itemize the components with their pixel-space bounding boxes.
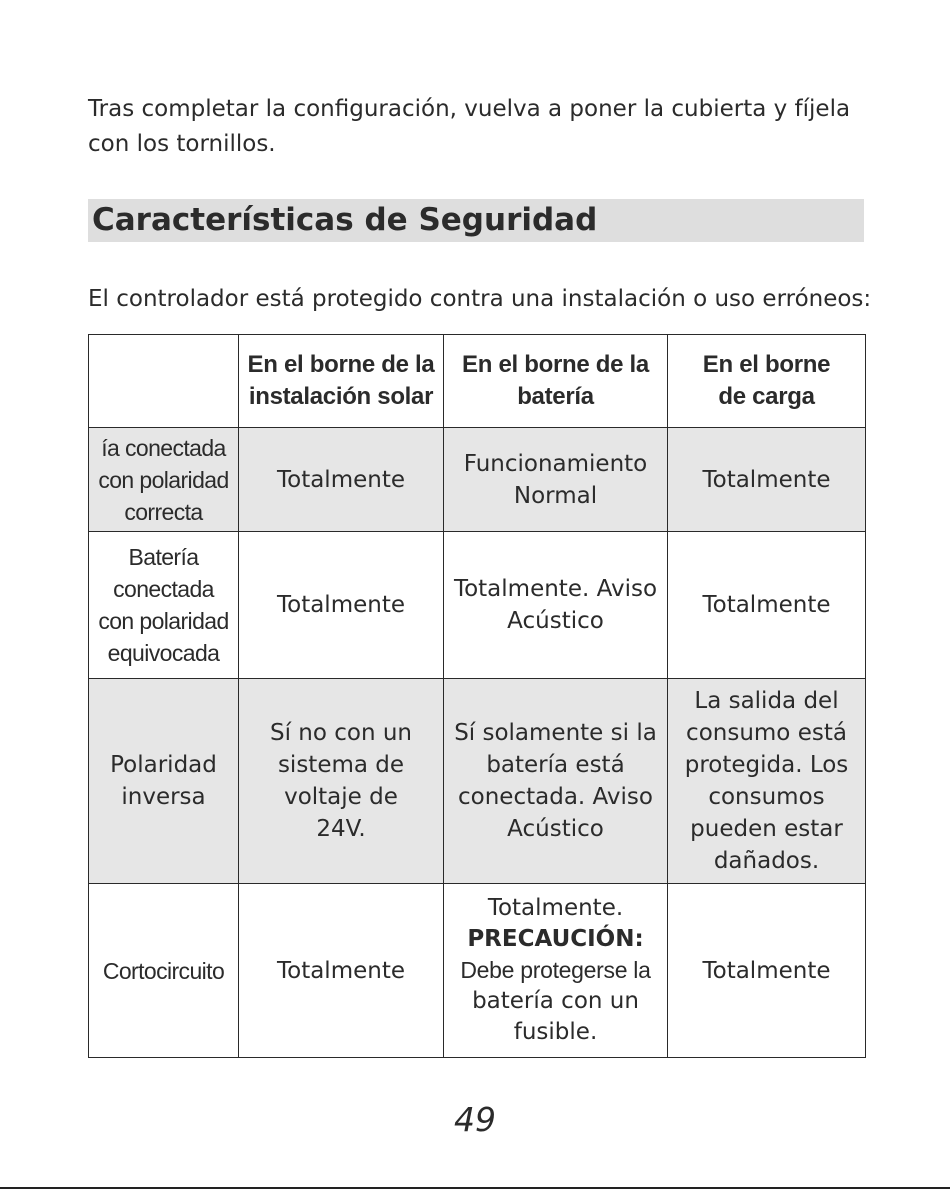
safety-features-table: [88, 334, 866, 1058]
header-load-line: En el borne: [702, 351, 831, 378]
row-label-line: correcta: [124, 498, 203, 525]
cell-load: [668, 884, 866, 1058]
cell-line: fusible.: [513, 1019, 598, 1045]
cell-line: Normal: [513, 482, 598, 509]
cell-solar: [239, 428, 444, 532]
cell-line: pueden estar: [690, 816, 843, 842]
table-row: [89, 884, 866, 1058]
cell-line: Totalmente: [702, 957, 831, 984]
row-label-line: con polaridad: [98, 608, 229, 634]
cell-line: Sí no con un: [269, 720, 413, 746]
header-load-terminal: [668, 335, 866, 428]
cell-line: Totalmente: [276, 466, 406, 493]
cell-line: dañados.: [713, 848, 820, 874]
cell-line: Totalmente: [276, 957, 406, 984]
header-corner-cell: [89, 335, 239, 428]
cell-load: [668, 532, 866, 679]
cell-line: Totalmente: [276, 592, 406, 618]
cell-line: Totalmente.: [487, 895, 624, 921]
row-label-wrong-polarity: [89, 532, 239, 679]
cell-line: Sí solamente si la: [454, 720, 657, 746]
row-label-line: conectada: [113, 576, 214, 602]
caution-label: PRECAUCIÓN:: [467, 926, 644, 952]
cell-line: consumo está: [686, 720, 847, 746]
cell-line: sistema de: [277, 752, 405, 778]
cell-battery: [444, 428, 668, 532]
table-header-row: [89, 335, 866, 428]
header-battery-terminal: [444, 335, 668, 428]
header-solar-line: En el borne de la: [247, 351, 435, 378]
cell-load: [668, 679, 866, 884]
row-label-line: inversa: [121, 784, 206, 810]
cell-solar: [239, 532, 444, 679]
section-heading: Características de Seguridad: [88, 199, 864, 242]
row-label-correct-polarity: [89, 428, 239, 532]
row-label-line: ía conectada: [101, 434, 226, 461]
cell-line: Totalmente: [702, 466, 831, 493]
lead-paragraph: El controlador está protegido contra una instalación o uso erróneos:: [88, 286, 872, 312]
cell-battery: [444, 679, 668, 884]
cell-line: consumos: [708, 784, 825, 810]
cell-battery: [444, 884, 668, 1058]
header-battery-line: batería: [517, 383, 594, 410]
row-label-line: equivocada: [107, 640, 220, 666]
intro-paragraph: Tras completar la configuración, vuelva a poner la cubierta y fíjela con los tornillos.: [88, 96, 851, 157]
page-number: 49: [454, 1100, 496, 1139]
cell-line: Debe protegerse la: [460, 957, 651, 983]
cell-load: [668, 428, 866, 532]
header-solar-terminal: [239, 335, 444, 428]
cell-line: conectada. Aviso: [458, 784, 653, 810]
row-label-line: Polaridad: [110, 752, 217, 778]
table-row: [89, 532, 866, 679]
cell-line: Totalmente: [702, 592, 831, 618]
row-label-line: Cortocircuito: [102, 957, 225, 984]
row-label-line: con polaridad: [98, 466, 229, 493]
row-label-line: Batería: [128, 544, 199, 570]
cell-line: batería con un: [472, 988, 639, 1014]
table-row: [89, 428, 866, 532]
header-solar-line: instalación solar: [248, 383, 434, 410]
header-battery-line: En el borne de la: [462, 351, 649, 378]
row-label-reverse-polarity: [89, 679, 239, 884]
cell-line: Acústico: [507, 816, 604, 842]
cell-solar: [239, 679, 444, 884]
table-row: [89, 679, 866, 884]
cell-line: Acústico: [507, 608, 604, 634]
cell-line: La salida del: [694, 688, 839, 714]
cell-line: Funcionamiento: [463, 450, 648, 477]
cell-battery: [444, 532, 668, 679]
row-label-short-circuit: [89, 884, 239, 1058]
cell-line: 24V.: [316, 816, 366, 842]
cell-line: voltaje de: [284, 784, 398, 810]
header-load-line: de carga: [718, 383, 815, 410]
cell-line: protegida. Los: [684, 752, 849, 778]
cell-line: Totalmente. Aviso: [453, 576, 658, 602]
cell-solar: [239, 884, 444, 1058]
cell-line: batería está: [486, 752, 625, 778]
